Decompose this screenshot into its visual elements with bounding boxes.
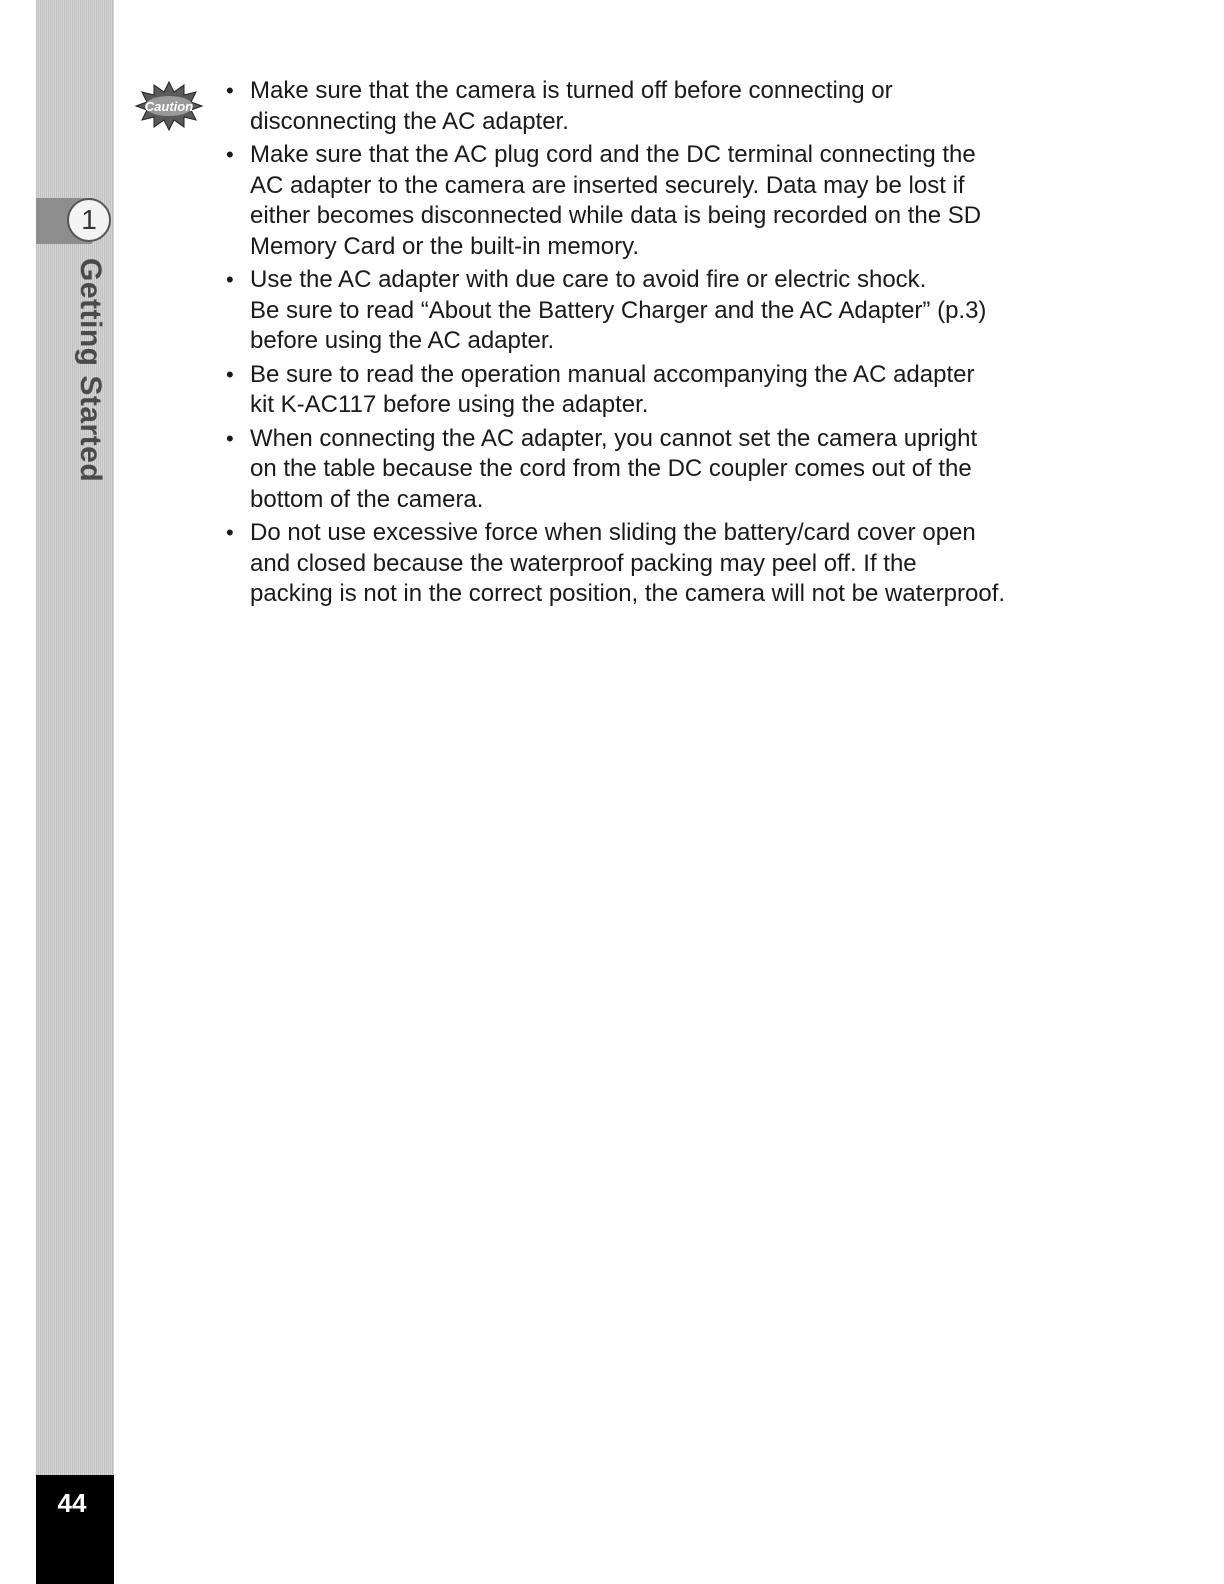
bullet-icon: •	[226, 425, 234, 451]
bullet-icon: •	[226, 361, 234, 387]
caution-item	[224, 140, 1084, 262]
caution-text-line: Memory Card or the built-in memory.	[250, 232, 639, 260]
caution-text-line: Be sure to read “About the Battery Charger and the AC Adapter” (p.3)	[250, 296, 987, 324]
caution-text-line: kit K-AC117 before using the adapter.	[250, 391, 649, 418]
chapter-title: Getting Started	[74, 258, 107, 483]
caution-text-line: Be sure to read the operation manual accompanying the AC adapter	[250, 360, 975, 388]
caution-text-line: before using the AC adapter.	[250, 327, 555, 354]
caution-list	[224, 76, 1084, 613]
caution-text-line: Make sure that the camera is turned off before connecting or	[250, 77, 893, 104]
bullet-icon: •	[226, 267, 234, 292]
caution-text-line: Use the AC adapter with due care to avoid fire or electric shock.	[250, 266, 927, 293]
bullet-icon: •	[226, 142, 234, 167]
caution-text-line: AC adapter to the camera are inserted securely. Data may be lost if	[250, 171, 965, 199]
caution-text-line: When connecting the AC adapter, you cannot set the camera upright	[250, 424, 978, 452]
caution-item	[224, 76, 1084, 137]
caution-text-line: bottom of the camera.	[250, 485, 484, 513]
page-number: 44	[57, 1488, 87, 1518]
caution-text-line: either becomes disconnected while data is being recorded on the SD	[250, 202, 982, 229]
bullet-icon: •	[226, 520, 234, 545]
caution-icon	[134, 80, 204, 132]
caution-text-line: packing is not in the correct position, the camera will not be waterproof.	[250, 580, 1006, 607]
caution-text-line: Do not use excessive force when sliding the battery/card cover open	[250, 519, 976, 546]
caution-item	[224, 518, 1084, 610]
chapter-number-badge	[67, 198, 111, 242]
caution-text-line: and closed because the waterproof packing may peel off. If the	[250, 549, 917, 577]
caution-text-line: Make sure that the AC plug cord and the DC terminal connecting the	[250, 141, 976, 168]
caution-item	[224, 424, 1084, 516]
chapter-number: 1	[81, 204, 97, 235]
caution-text-line: on the table because the cord from the DC coupler comes out of the	[250, 455, 972, 482]
caution-item	[224, 360, 1084, 421]
bullet-icon: •	[226, 78, 234, 103]
caution-text-line: disconnecting the AC adapter.	[250, 107, 569, 135]
caution-item	[224, 265, 1084, 357]
caution-icon-label: Caution	[144, 99, 194, 114]
